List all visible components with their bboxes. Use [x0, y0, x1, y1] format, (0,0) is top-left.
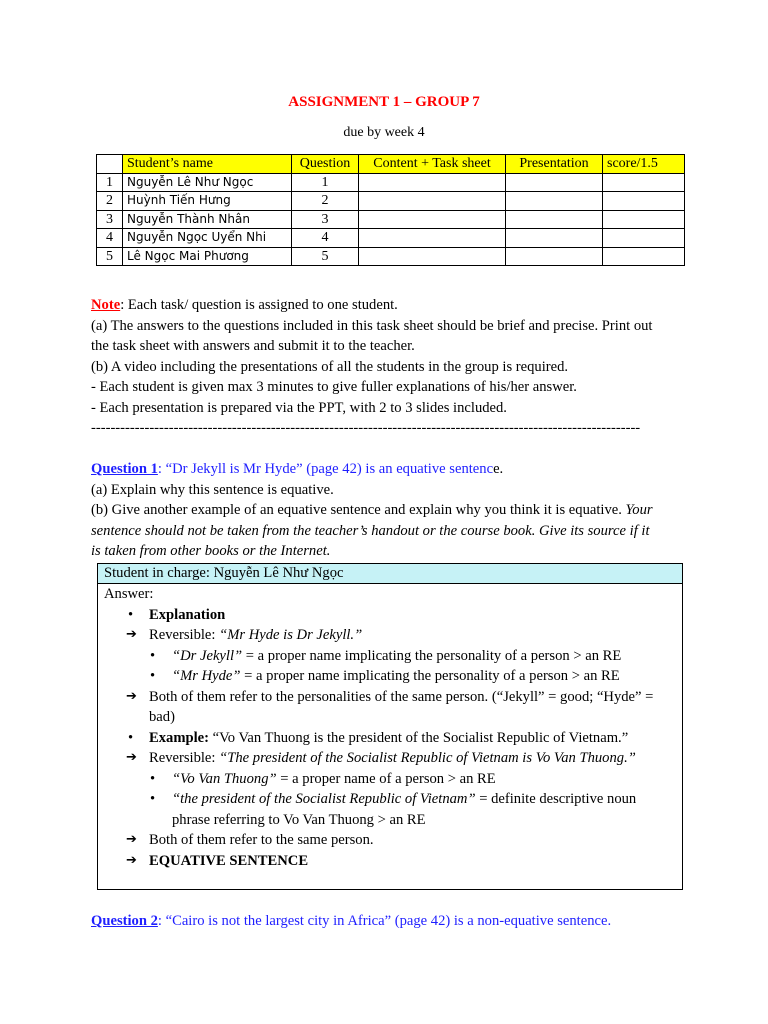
- group-roster-table: [96, 154, 685, 266]
- question-2-heading: Question 2: “Cairo is not the largest city in Africa” (page 42) is a non-equative sentence.: [91, 913, 612, 929]
- question-1-part-b: [91, 500, 653, 521]
- question-1-part-b-instruction: Your: [625, 502, 653, 518]
- example-label: Example:: [149, 730, 209, 746]
- question-number: 1: [292, 173, 359, 192]
- note-text: : Each task/ question is assigned to one student.: [120, 297, 398, 313]
- content-score-cell[interactable]: [359, 192, 506, 211]
- table-row: [97, 229, 685, 248]
- student-name: Nguyễn Lê Như Ngọc: [123, 173, 292, 192]
- total-score-cell[interactable]: [603, 229, 685, 248]
- analysis-term: “Dr Jekyll”: [172, 648, 243, 664]
- conclusion-line: Both of them refer to the personalities of the same person. (“Jekyll” = good; “Hyde” =: [149, 689, 654, 705]
- arrow-right-icon: ➔: [126, 750, 137, 765]
- question-1-label: Question 1: [91, 461, 158, 477]
- example-sentence: “Vo Van Thuong is the president of the Socialist Republic of Vietnam.”: [209, 730, 629, 746]
- bullet-icon: •: [128, 730, 134, 746]
- analysis-term: “Mr Hyde”: [172, 668, 241, 684]
- row-number: 4: [97, 229, 123, 248]
- reversible-sentence: “Mr Hyde is Dr Jekyll.”: [219, 627, 363, 643]
- presentation-score-cell[interactable]: [506, 173, 603, 192]
- question-number: 4: [292, 229, 359, 248]
- bullet-icon: •: [150, 791, 156, 807]
- arrow-right-icon: ➔: [126, 689, 137, 704]
- analysis-term: “the president of the Socialist Republic of Vietnam”: [172, 791, 476, 807]
- analysis-item: [172, 789, 636, 810]
- analysis-item: [172, 646, 621, 667]
- conclusion-line: Both of them refer to the same person.: [149, 832, 374, 848]
- total-score-cell[interactable]: [603, 210, 685, 229]
- bullet-icon: •: [150, 668, 156, 684]
- arrow-right-icon: ➔: [126, 627, 137, 642]
- bullet-icon: •: [150, 648, 156, 664]
- table-header-cell: Presentation: [506, 155, 603, 174]
- content-score-cell[interactable]: [359, 247, 506, 266]
- table-header-cell: Content + Task sheet: [359, 155, 506, 174]
- table-row: [97, 247, 685, 266]
- content-score-cell[interactable]: [359, 210, 506, 229]
- analysis-item: [172, 666, 620, 687]
- analysis-desc: = a proper name of a person > an RE: [276, 771, 496, 787]
- answer-label: Answer:: [104, 586, 154, 602]
- table-row: [97, 210, 685, 229]
- note-line: (b) A video including the presentations of all the students in the group is required.: [91, 359, 569, 375]
- content-score-cell[interactable]: [359, 173, 506, 192]
- student-name: Huỳnh Tiến Hưng: [123, 192, 292, 211]
- student-name: Nguyễn Thành Nhân: [123, 210, 292, 229]
- question-1-text-end: e.: [493, 461, 504, 477]
- reversible-line: [149, 748, 636, 769]
- arrow-right-icon: ➔: [126, 853, 137, 868]
- table-header-row: [97, 155, 685, 174]
- answer-box: [97, 563, 683, 890]
- assignment-title: ASSIGNMENT 1 – GROUP 7: [288, 94, 480, 110]
- bullet-icon: •: [150, 771, 156, 787]
- question-number: 3: [292, 210, 359, 229]
- table-row: [97, 173, 685, 192]
- analysis-item-cont: phrase referring to Vo Van Thuong > an RE: [172, 812, 426, 828]
- example-line: [149, 728, 628, 749]
- due-date: due by week 4: [343, 125, 425, 140]
- content-score-cell[interactable]: [359, 229, 506, 248]
- question-1-part-a: (a) Explain why this sentence is equative.: [91, 482, 334, 498]
- question-number: 5: [292, 247, 359, 266]
- presentation-score-cell[interactable]: [506, 229, 603, 248]
- table-header-cell: [97, 155, 123, 174]
- total-score-cell[interactable]: [603, 192, 685, 211]
- table-row: [97, 192, 685, 211]
- reversible-sentence: “The president of the Socialist Republic of Vietnam is Vo Van Thuong.”: [219, 750, 636, 766]
- explanation-heading: Explanation: [149, 607, 226, 623]
- reversible-label: Reversible:: [149, 627, 220, 643]
- arrow-right-icon: ➔: [126, 832, 137, 847]
- presentation-score-cell[interactable]: [506, 247, 603, 266]
- section-divider: -----------------------------------------------------------------------------------------------------------------: [91, 420, 641, 436]
- total-score-cell[interactable]: [603, 247, 685, 266]
- question-1-instruction-line: sentence should not be taken from the teacher’s handout or the course book. Give its source if it: [91, 523, 650, 539]
- reversible-line: [149, 625, 362, 646]
- note-line: - Each student is given max 3 minutes to give fuller explanations of his/her answer.: [91, 379, 577, 395]
- total-score-cell[interactable]: [603, 173, 685, 192]
- student-in-charge: Student in charge: Nguyễn Lê Như Ngọc: [98, 564, 682, 584]
- reversible-label: Reversible:: [149, 750, 220, 766]
- table-header-cell: score/1.5: [603, 155, 685, 174]
- conclusion-line: bad): [149, 709, 175, 725]
- question-1-text: “Dr Jekyll is Mr Hyde” (page 42) is an equative sentenc: [165, 461, 494, 477]
- question-1-heading: Question 1: “Dr Jekyll is Mr Hyde” (page 42) is an equative sentence.: [91, 461, 504, 477]
- row-number: 5: [97, 247, 123, 266]
- presentation-score-cell[interactable]: [506, 192, 603, 211]
- table-header-cell: Student’s name: [123, 155, 292, 174]
- row-number: 2: [97, 192, 123, 211]
- final-conclusion: EQUATIVE SENTENCE: [149, 853, 309, 869]
- analysis-desc: = definite descriptive noun: [475, 791, 637, 807]
- note-line: (a) The answers to the questions included in this task sheet should be brief and precise. Print out: [91, 318, 653, 334]
- bullet-icon: •: [128, 607, 134, 623]
- note-line: - Each presentation is prepared via the PPT, with 2 to 3 slides included.: [91, 400, 507, 416]
- student-name: Nguyễn Ngọc Uyển Nhi: [123, 229, 292, 248]
- note-label: Note: [91, 297, 121, 313]
- note-paragraph: [91, 295, 398, 316]
- row-number: 3: [97, 210, 123, 229]
- analysis-desc: = a proper name implicating the personality of a person > an RE: [240, 668, 620, 684]
- question-1-part-b-text: (b) Give another example of an equative sentence and explain why you think it is equative.: [91, 502, 626, 518]
- question-2-text: “Cairo is not the largest city in Africa” (page 42) is a non-equative sentence.: [165, 913, 612, 929]
- question-1-instruction-line: is taken from other books or the Internet.: [91, 543, 331, 559]
- row-number: 1: [97, 173, 123, 192]
- analysis-desc: = a proper name implicating the personality of a person > an RE: [242, 648, 622, 664]
- presentation-score-cell[interactable]: [506, 210, 603, 229]
- analysis-item: [172, 769, 496, 790]
- note-line: the task sheet with answers and submit it to the teacher.: [91, 338, 415, 354]
- table-header-cell: Question: [292, 155, 359, 174]
- student-name: Lê Ngọc Mai Phương: [123, 247, 292, 266]
- question-2-label: Question 2: [91, 913, 158, 929]
- analysis-term: “Vo Van Thuong”: [172, 771, 277, 787]
- question-number: 2: [292, 192, 359, 211]
